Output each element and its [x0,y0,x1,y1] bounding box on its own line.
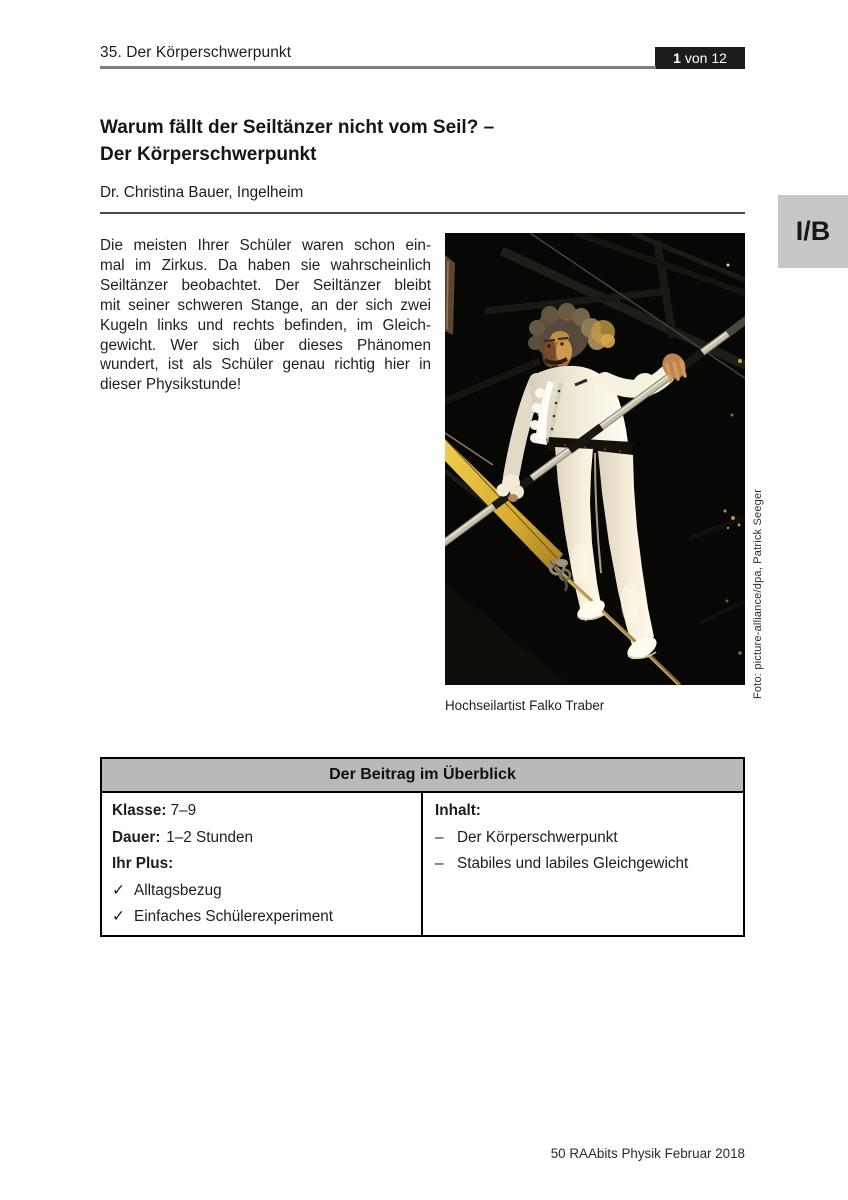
tightrope-walker-photo [445,233,745,685]
overview-table [100,757,745,937]
overview-left-cell [102,793,423,935]
plus-item-text: Alltagsbezug [134,881,222,899]
klasse-value: 7–9 [170,802,197,819]
checkmark-icon: ✓ [112,881,125,899]
intro-line: wundert, ist als Schüler genau richtig hier in [100,356,431,374]
header-rule [100,66,656,69]
dauer-row [112,829,411,846]
inhalt-item-text: Der Körperschwerpunkt [457,828,618,846]
checkmark-icon: ✓ [112,908,125,925]
page-number-badge [655,47,745,69]
intro-line: gewicht. Wer sich über dieses Phänomen [100,336,431,354]
dauer-label: Dauer: [112,828,161,846]
intro-line: mal im Zirkus. Da haben sie wahrscheinlich [100,256,431,274]
dauer-value: 1–2 Stunden [166,828,254,846]
section-heading: 35. Der Körperschwerpunkt [100,44,292,61]
ihr-plus-label: Ihr Plus: [112,855,174,872]
inhalt-item-text: Stabiles und labiles Gleichgewicht [457,855,689,872]
plus-item-text: Einfaches Schülerexperiment [134,908,333,925]
page-number-current: 1 [673,50,681,66]
intro-line: dieser Physikstunde! [100,376,242,394]
inhalt-item [435,829,733,846]
author-line: Dr. Christina Bauer, Ingelheim [100,184,304,201]
intro-line: mit seiner schweren Stange, an der sich zwei [100,296,431,314]
klasse-label: Klasse: [112,802,167,819]
overview-right-cell [423,793,743,935]
photo-caption: Hochseilartist Falko Traber [445,698,605,713]
klasse-row [112,802,411,819]
page-number-suffix: von 12 [684,50,727,66]
plus-item [112,908,411,925]
footer-issue-line: 50 RAAbits Physik Februar 2018 [550,1146,745,1161]
page-title [100,114,494,168]
page-title-line1: Warum fällt der Seiltänzer nicht vom Seil? – [100,117,495,138]
intro-line: Kugeln links und rechts befinden, im Gleich- [100,316,431,334]
unit-code-tab: I/B [778,195,848,268]
intro-line: Die meisten Ihrer Schüler waren schon ein- [100,237,431,254]
page-title-line2: Der Körperschwerpunkt [100,144,317,165]
overview-table-title: Der Beitrag im Überblick [102,759,743,793]
inhalt-item [435,855,733,872]
dash-bullet: – [435,855,444,872]
title-rule [100,212,745,214]
inhalt-label: Inhalt: [435,802,481,819]
plus-item [112,882,411,899]
photo-credit: Foto: picture-alliance/dpa, Patrick Seeger [752,488,764,699]
intro-paragraph [100,236,431,395]
dash-bullet: – [435,828,444,846]
intro-line: Seiltänzer beobachtet. Der Seiltänzer bleibt [100,276,431,294]
